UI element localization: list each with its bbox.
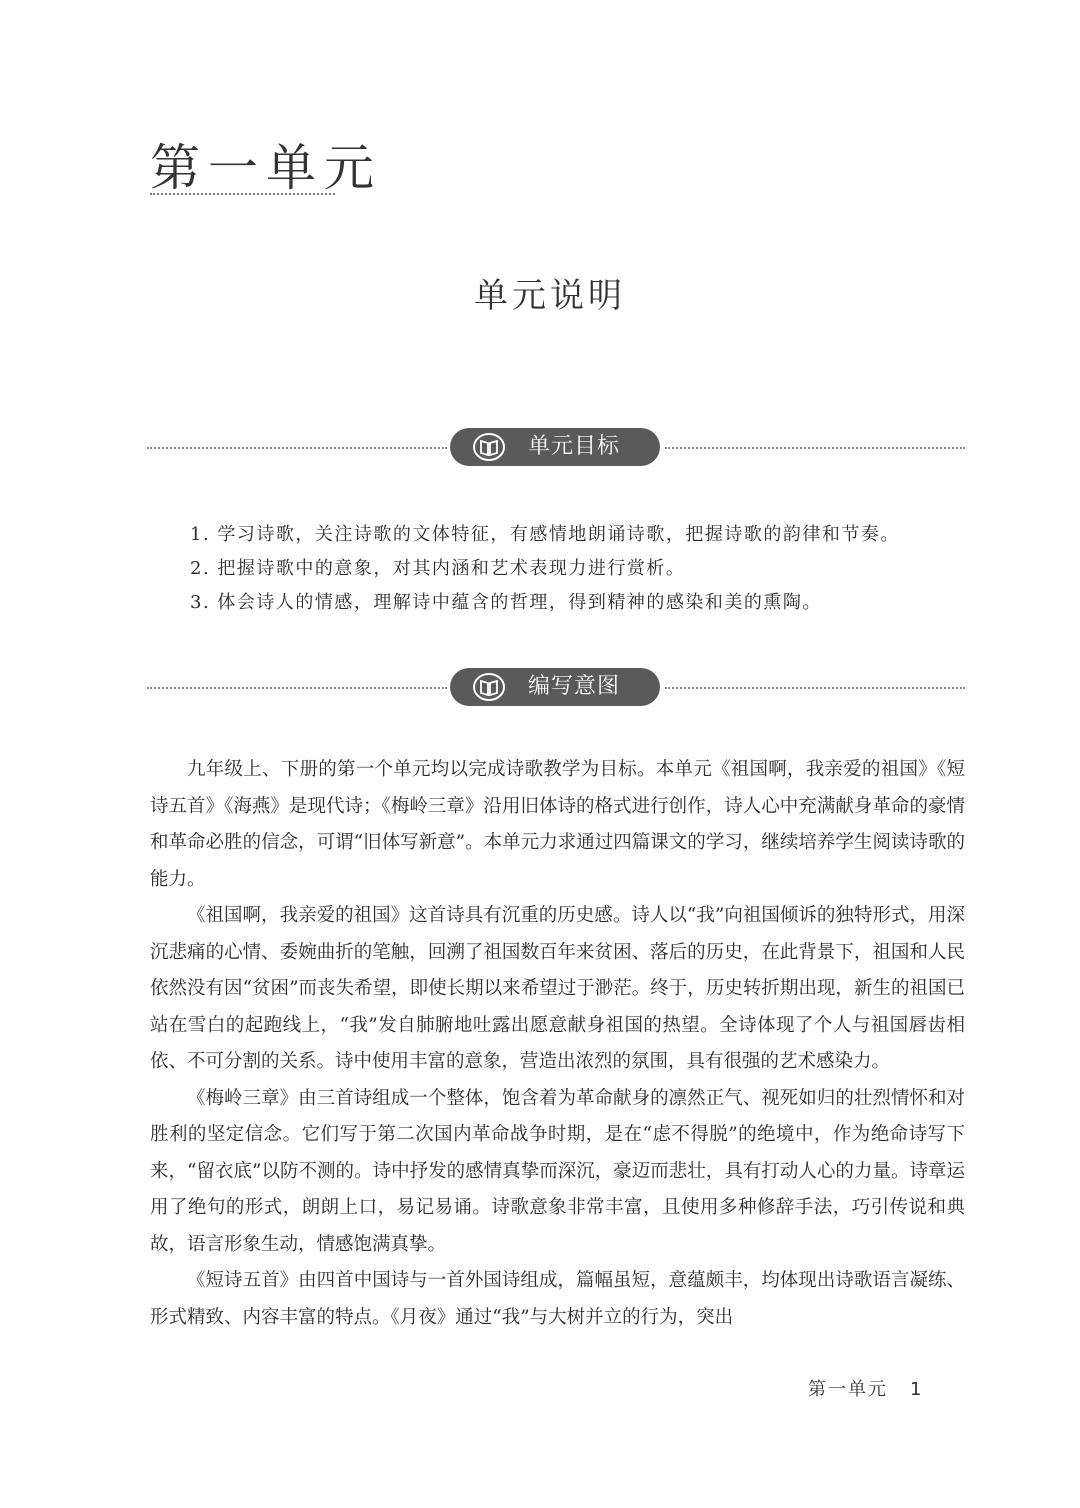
divider-right [665,687,965,689]
book-icon [472,432,506,462]
book-icon [472,672,506,702]
paragraph: 《梅岭三章》由三首诗组成一个整体，饱含着为革命献身的凛然正气、视死如归的壮烈情怀和对胜利的坚定信念。它们写于第二次国内革命战争时期，是在“虑不得脱”的绝境中，作为绝命诗写下来，“留衣底”以防不测的。诗中抒发的感情真挚而深沉，豪迈而悲壮，具有打动人心的力量。诗章运用了绝句的形式，朗朗上口，易记易诵。诗歌意象非常丰富，且使用多种修辞手法，巧引传说和典故，语言形象生动，情感饱满真挚。 [150,1087,965,1255]
intent-body [150,752,965,1336]
intent-section-bar [147,668,965,708]
page-footer [808,1375,921,1401]
paragraph: 《短诗五首》由四首中国诗与一首外国诗组成，篇幅虽短，意蕴颇丰，均体现出诗歌语言凝练、形式精致、内容丰富的特点。《月夜》通过“我”与大树并立的行为，突出 [150,1270,965,1328]
intent-section-pill [450,668,660,706]
goal-item: 1. 学习诗歌，关注诗歌的文体特征，有感情地朗诵诗歌，把握诗歌的韵律和节奏。 [190,524,900,545]
goals-section-bar [147,428,965,468]
section-heading: 单元说明 [474,276,626,316]
paragraph: 《祖国啊，我亲爱的祖国》这首诗具有沉重的历史感。诗人以“我”向祖国倾诉的独特形式，用深沉悲痛的心情、委婉曲折的笔触，回溯了祖国数百年来贫困、落后的历史，在此背景下，祖国和人民依然没有因“贫困”而丧失希望，即使长期以来希望过于渺茫。终于，历史转折期出现，新生的祖国已站在雪白的起跑线上，“我”发自肺腑地吐露出愿意献身祖国的热望。全诗体现了个人与祖国唇齿相依、不可分割的关系。诗中使用丰富的意象，营造出浓烈的氛围，具有很强的艺术感染力。 [150,905,965,1072]
divider-left [147,687,447,689]
unit-title-underline [150,193,335,195]
divider-left [147,447,447,449]
divider-right [665,447,965,449]
goal-item: 2. 把握诗歌中的意象，对其内涵和艺术表现力进行赏析。 [190,558,686,579]
unit-title: 第一单元 [150,139,382,197]
goals-section-pill [450,428,660,466]
paragraph: 九年级上、下册的第一个单元均以完成诗歌教学为目标。本单元《祖国啊，我亲爱的祖国》《短诗五首》《海燕》是现代诗；《梅岭三章》沿用旧体诗的格式进行创作，诗人心中充满献身革命的豪情和革命必胜的信念，可谓“旧体写新意”。本单元力求通过四篇课文的学习，继续培养学生阅读诗歌的能力。 [150,759,965,890]
goals-section-title: 单元目标 [528,434,621,459]
page-number: 1 [910,1379,922,1400]
goals-list [190,518,970,620]
goal-item: 3. 体会诗人的情感，理解诗中蕴含的哲理，得到精神的感染和美的熏陶。 [190,592,822,613]
footer-unit-label: 第一单元 [808,1379,888,1400]
intent-section-title: 编写意图 [528,674,621,699]
